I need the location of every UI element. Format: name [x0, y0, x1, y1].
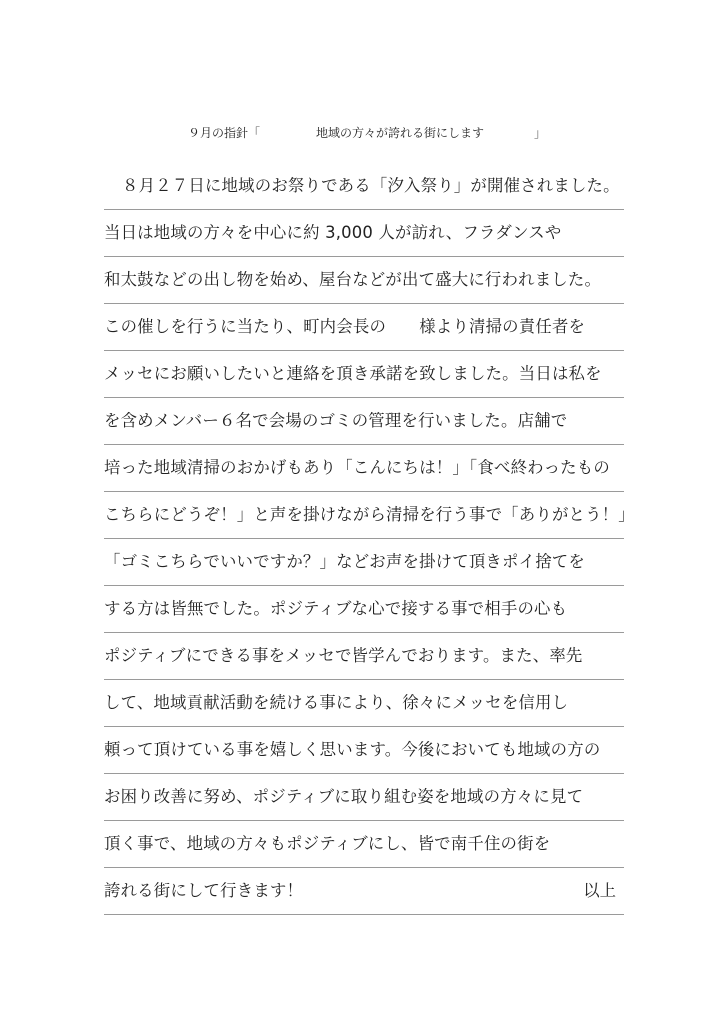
- text-line: [104, 633, 624, 680]
- text-line: [104, 680, 624, 727]
- line-text: お困り改善に努め、ポジティブに取り組む姿を地域の方々に見て: [104, 787, 584, 806]
- heading-prefix: ９月の指針「: [188, 126, 261, 140]
- line-text: 培った地域清掃のおかげもあり「こんにちは！」「食べ終わったもの: [104, 458, 610, 477]
- line-text: 「ゴミこちらでいいですか？」などお声を掛けて頂きポイ捨てを: [104, 552, 585, 571]
- line-text: こちらにどうぞ！」と声を掛けながら清掃を行う事で「ありがとう！」: [104, 505, 635, 524]
- line-text: して、地域貢献活動を続ける事により、徐々にメッセを信用し: [104, 693, 569, 712]
- line-text: する方は皆無でした。ポジティブな心で接する事で相手の心も: [104, 599, 568, 618]
- text-line: [104, 163, 624, 210]
- closing-mark: 以上: [583, 881, 616, 900]
- line-text: を含めメンバー６名で会場のゴミの管理を行いました。店舗で: [104, 411, 568, 430]
- line-text: ８月２７日に地域のお祭りである「汐入祭り」が開催されました。: [122, 176, 620, 195]
- line-text: 誇れる街にして行きます！: [104, 881, 304, 900]
- text-line: [104, 257, 624, 304]
- text-line: [104, 727, 624, 774]
- line-text: 頼って頂けている事を嬉しく思います。今後においても地域の方の: [104, 740, 601, 759]
- text-line: [104, 210, 624, 257]
- line-text: 当日は地域の方々を中心に約 3,000 人が訪れ、フラダンスや: [104, 223, 562, 242]
- text-line: [104, 774, 624, 821]
- line-text: この催しを行うに当たり、町内会長の 様より清掃の責任者を: [104, 317, 586, 336]
- heading-closing-bracket: 」: [534, 126, 547, 140]
- heading-title: 地域の方々が誇れる街にします: [316, 126, 485, 140]
- monthly-guideline-heading: [0, 124, 724, 142]
- text-line: [104, 351, 624, 398]
- text-line-final: [104, 868, 624, 915]
- text-line: [104, 445, 624, 492]
- text-line: [104, 398, 624, 445]
- line-text: 和太鼓などの出し物を始め、屋台などが出て盛大に行われました。: [104, 270, 602, 289]
- text-line: [104, 304, 624, 351]
- text-line: [104, 492, 635, 539]
- ruled-body-text: [104, 163, 635, 915]
- line-text: メッセにお願いしたいと連絡を頂き承諾を致しました。当日は私を: [104, 364, 602, 383]
- text-line: [104, 821, 624, 868]
- text-line: [104, 586, 624, 633]
- line-text: ポジティブにできる事をメッセで皆学んでおります。また、率先: [104, 646, 583, 665]
- text-line: [104, 539, 624, 586]
- line-text: 頂く事で、地域の方々もポジティブにし、皆で南千住の街を: [104, 834, 551, 853]
